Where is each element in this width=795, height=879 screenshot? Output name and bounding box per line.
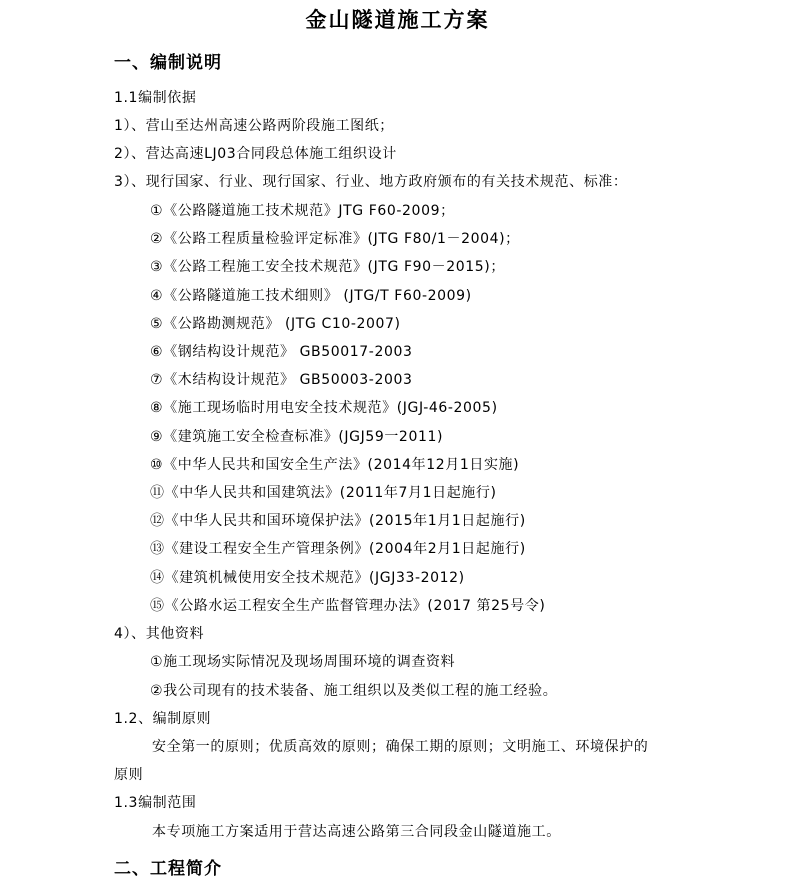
other-material-item: ②我公司现有的技术装备、施工组织以及类似工程的施工经验。	[150, 683, 558, 699]
standard-item: ④《公路隧道施工技术细则》 (JTG/T F60-2009)	[150, 288, 472, 304]
section-heading-2: 二、工程简介	[114, 859, 222, 879]
standard-item: ⑩《中华人民共和国安全生产法》(2014年12月1日实施)	[150, 457, 520, 473]
principle-text-line-2: 原则	[114, 767, 144, 783]
subsection-heading-1-1: 1.1编制依据	[114, 90, 197, 106]
other-material-item: ①施工现场实际情况及现场周围环境的调查资料	[150, 654, 456, 670]
principle-text-line-1: 安全第一的原则；优质高效的原则；确保工期的原则；文明施工、环境保护的	[152, 739, 649, 755]
standard-item: ⑨《建筑施工安全检查标准》(JGJ59一2011)	[150, 429, 444, 445]
subsection-heading-1-3: 1.3编制范围	[114, 795, 197, 811]
standard-item: ⑫《中华人民共和国环境保护法》(2015年1月1日起施行)	[150, 513, 526, 529]
standard-item: ①《公路隧道施工技术规范》JTG F60-2009；	[150, 203, 455, 219]
standard-item: ⑮《公路水运工程安全生产监督管理办法》(2017 第25号令)	[150, 598, 546, 614]
subsection-heading-1-2: 1.2、编制原则	[114, 711, 212, 727]
standard-item: ⑧《施工现场临时用电安全技术规范》(JGJ-46-2005)	[150, 400, 498, 416]
basis-item-4: 4）、其他资料	[114, 626, 205, 642]
standard-item: ⑦《木结构设计规范》 GB50003-2003	[150, 372, 413, 388]
standard-item: ⑪《中华人民共和国建筑法》(2011年7月1日起施行)	[150, 485, 497, 501]
standard-item: ⑤《公路勘测规范》 (JTG C10-2007)	[150, 316, 401, 332]
standard-item: ⑥《钢结构设计规范》 GB50017-2003	[150, 344, 413, 360]
scope-text: 本专项施工方案适用于营达高速公路第三合同段金山隧道施工。	[152, 824, 561, 840]
standard-item: ②《公路工程质量检验评定标准》(JTG F80/1－2004)；	[150, 231, 520, 247]
basis-item-3: 3）、现行国家、行业、现行国家、行业、地方政府颁布的有关技术规范、标准：	[114, 174, 628, 190]
section-heading-1: 一、编制说明	[114, 53, 222, 73]
standard-item: ⑬《建设工程安全生产管理条例》(2004年2月1日起施行)	[150, 541, 526, 557]
standard-item: ③《公路工程施工安全技术规范》(JTG F90－2015)；	[150, 259, 505, 275]
basis-item-2: 2）、营达高速LJ03合同段总体施工组织设计	[114, 146, 397, 162]
basis-item-1: 1）、营山至达州高速公路两阶段施工图纸；	[114, 118, 394, 134]
standard-item: ⑭《建筑机械使用安全技术规范》(JGJ33-2012)	[150, 570, 465, 586]
document-title: 金山隧道施工方案	[305, 7, 490, 32]
